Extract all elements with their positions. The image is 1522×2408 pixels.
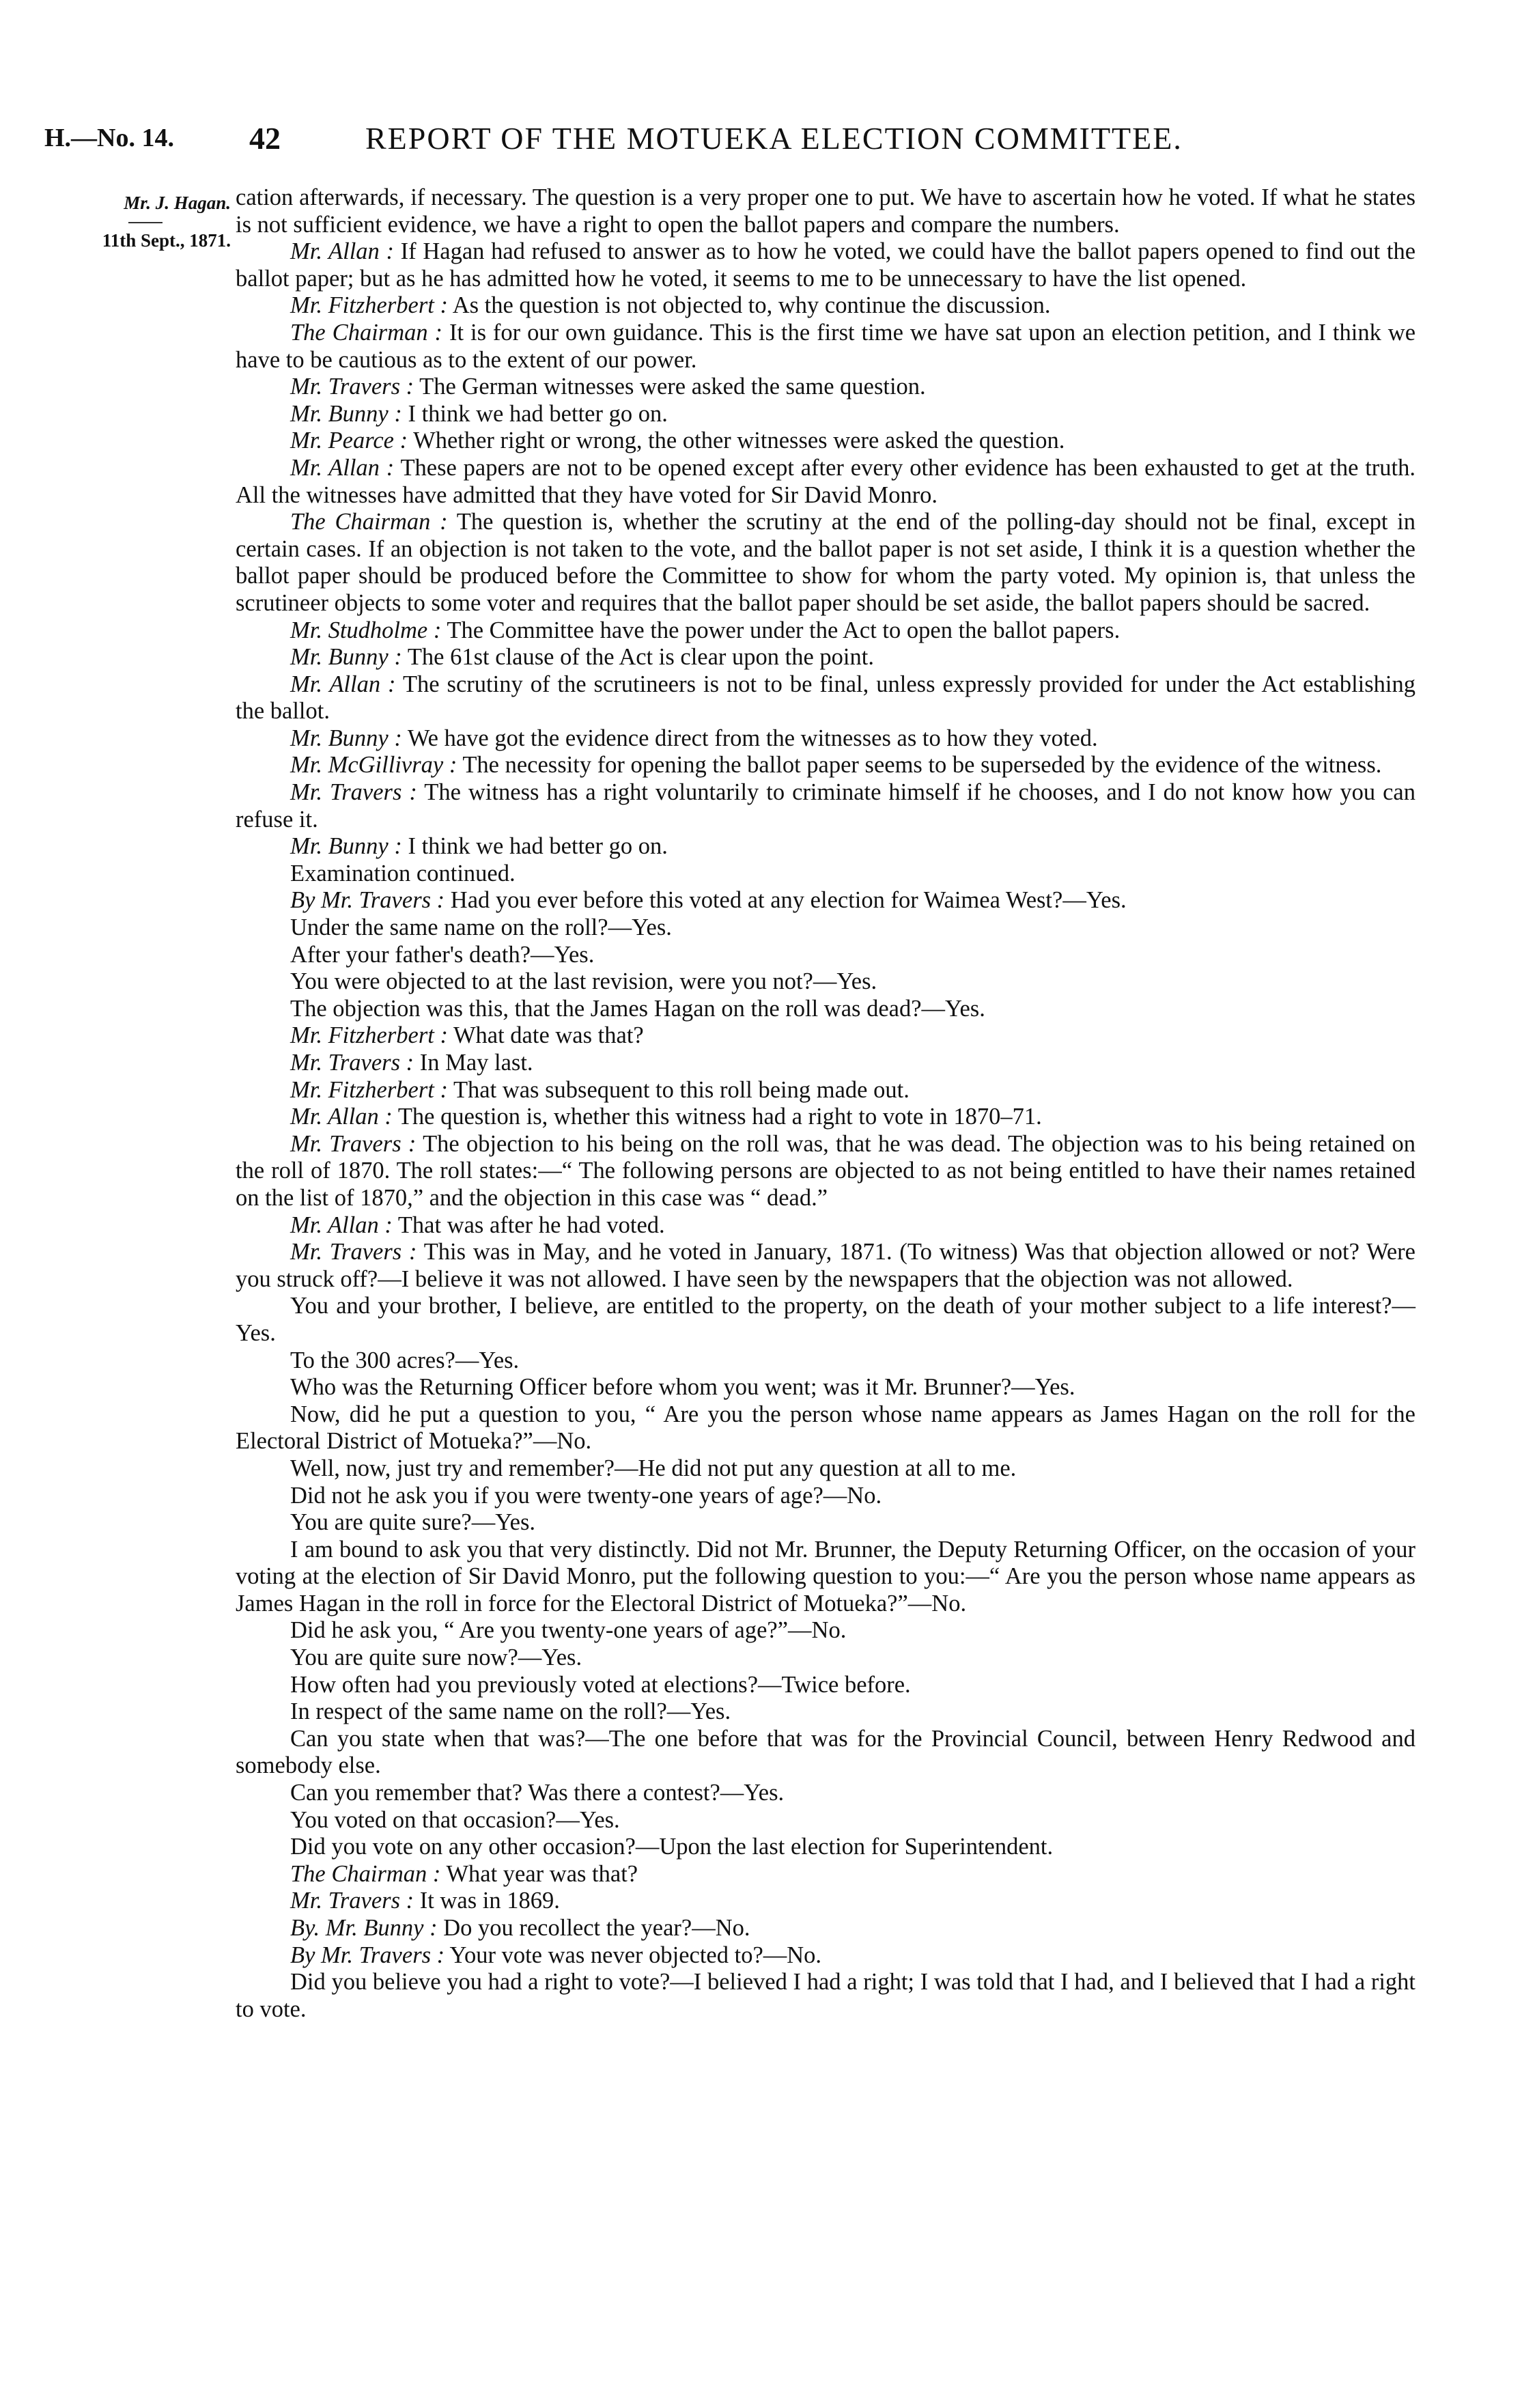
paragraph-text: The Committee have the power under the Act to open the ballot papers. (447, 617, 1121, 643)
speaker-label: Mr. Travers : (290, 374, 414, 400)
transcript-paragraph (236, 292, 1415, 320)
paragraph-text: Did not he ask you if you were twenty-one years of age?—No. (290, 1482, 882, 1509)
paragraph-text: We have got the evidence direct from the witnesses as to how they voted. (407, 725, 1098, 751)
paragraph-text: The necessity for opening the ballot paper seems to be superseded by the evidence of the witness. (462, 752, 1382, 779)
transcript-paragraph (236, 617, 1415, 645)
transcript-paragraph (236, 1726, 1415, 1780)
paragraph-text: You and your brother, I believe, are entitled to the property, on the death of your mother subject to a life interest?—Yes. (236, 1293, 1415, 1346)
transcript-paragraph (236, 1780, 1415, 1807)
paragraph-text: Under the same name on the roll?—Yes. (290, 914, 672, 941)
transcript-paragraph (236, 942, 1415, 969)
evidence-date: 11th Sept., 1871. (102, 230, 231, 251)
transcript-paragraph (236, 428, 1415, 455)
paragraph-text: It is for our own guidance. This is the first time we have sat upon an election petition, and I think we have to be cautious as to the extent of our power. (236, 319, 1416, 373)
speaker-label: By. Mr. Bunny : (290, 1915, 438, 1941)
transcript-paragraph (236, 1131, 1415, 1212)
paragraph-text: In May last. (419, 1050, 533, 1076)
speaker-label: Mr. Bunny : (290, 833, 402, 860)
paragraph-text: The German witnesses were asked the same question. (419, 374, 926, 400)
speaker-label: Mr. Allan : (290, 671, 396, 697)
transcript-paragraph (236, 1374, 1415, 1401)
paragraph-text: As the question is not objected to, why continue the discussion. (452, 292, 1051, 319)
transcript-paragraph (236, 914, 1415, 942)
paragraph-text: How often had you previously voted at elections?—Twice before. (290, 1671, 911, 1698)
speaker-label: Mr. Fitzherbert : (290, 1076, 448, 1103)
transcript-paragraph (236, 833, 1415, 860)
transcript-paragraph (236, 1401, 1415, 1455)
paragraph-text: Did you vote on any other occasion?—Upon the last election for Superintendent. (290, 1834, 1054, 1860)
paragraph-text: Examination continued. (290, 860, 516, 886)
transcript-paragraph (236, 1644, 1415, 1672)
paragraph-text: The witness has a right voluntarily to criminate himself if he chooses, and I do not know how you can refuse it. (236, 779, 1415, 832)
transcript-paragraph (236, 401, 1415, 428)
paragraph-text: To the 300 acres?—Yes. (290, 1347, 520, 1373)
transcript-paragraph (236, 671, 1415, 725)
transcript-paragraph (236, 1077, 1415, 1104)
paragraph-text: I think we had better go on. (408, 400, 668, 427)
transcript-paragraph (236, 996, 1415, 1023)
paragraph-text: The objection was this, that the James Hagan on the roll was dead?—Yes. (290, 995, 985, 1022)
transcript-paragraph (236, 1212, 1415, 1240)
transcript-paragraph (236, 1022, 1415, 1050)
paragraph-text: That was after he had voted. (397, 1212, 665, 1238)
transcript-paragraph (236, 455, 1415, 509)
transcript-paragraph (236, 1537, 1415, 1618)
paragraph-text: You voted on that occasion?—Yes. (290, 1806, 620, 1833)
transcript-paragraph (236, 1455, 1415, 1483)
transcript-paragraph (236, 238, 1415, 292)
transcript-paragraph (236, 644, 1415, 671)
transcript-paragraph (236, 1834, 1415, 1861)
paragraph-text: What date was that? (453, 1022, 644, 1049)
transcript-paragraph (236, 320, 1415, 374)
transcript-paragraph (236, 509, 1415, 617)
transcript-paragraph (236, 184, 1415, 238)
transcript-paragraph (236, 374, 1415, 401)
paragraph-text: cation afterwards, if necessary. The question is a very proper one to put. We have to ascertain how he voted. If what he states is not sufficient evidence, we have a right to open the ballot papers and compare the numbers. (236, 184, 1415, 238)
speaker-label: Mr. Bunny : (290, 400, 402, 427)
speaker-label: Mr. Travers : (290, 1050, 414, 1076)
transcript-paragraph (236, 1888, 1415, 1915)
speaker-label: Mr. Travers : (290, 779, 417, 806)
paragraph-text: The question is, whether the scrutiny at the end of the polling-day should not be final, except in certain cases. If an objection is not taken to the vote, and the ballot paper is not set aside, I think it is a question whether the ballot paper should be produced before the Committee to show for whom the party voted. My opinion is, that unless the scrutineer objects to some voter and requires that the ballot paper should be set aside, the ballot papers should be sacred. (236, 509, 1415, 616)
speaker-label: The Chairman : (290, 1860, 441, 1887)
paragraph-text: This was in May, and he voted in January, 1871. (To witness) Was that objection allowed or not? Were you struck off?—I believe it was not allowed. I have seen by the newspapers that the objection was not allowed. (236, 1239, 1415, 1292)
speaker-label: Mr. Bunny : (290, 725, 402, 751)
paragraph-text: Your vote was never objected to?—No. (449, 1942, 822, 1968)
paragraph-text: I am bound to ask you that very distinctly. Did not Mr. Brunner, the Deputy Returning Officer, on the occasion of your voting at the election of Sir David Monro, put the following question to you:—“ Are you the person whose name appears as James Hagan in the roll in force for the Electoral District of Motueka?”—No. (236, 1536, 1415, 1616)
transcript-paragraph (236, 1509, 1415, 1537)
paragraph-text: Did he ask you, “ Are you twenty-one years of age?”—No. (290, 1617, 847, 1644)
transcript-paragraph (236, 1483, 1415, 1510)
speaker-label: Mr. Bunny : (290, 644, 402, 671)
transcript-paragraph (236, 887, 1415, 914)
paragraph-text: I think we had better go on. (408, 833, 668, 860)
transcript-paragraph (236, 1698, 1415, 1726)
transcript-paragraph (236, 779, 1415, 833)
paragraph-text: Now, did he put a question to you, “ Are you the person whose name appears as James Hagan on the roll for the Electoral District of Motueka?”—No. (236, 1401, 1415, 1455)
paragraph-text: If Hagan had refused to answer as to how he voted, we could have the ballot papers opened to find out the ballot paper; but as he has admitted how he voted, it seems to me to be unnecessary to have the list opened. (236, 238, 1416, 292)
report-title: REPORT OF THE MOTUEKA ELECTION COMMITTEE. (365, 121, 1183, 156)
transcript-paragraph (236, 968, 1415, 996)
speaker-label: Mr. Allan : (290, 454, 395, 481)
transcript-paragraph (236, 1347, 1415, 1375)
page-number: 42 (249, 121, 281, 156)
speaker-label: Mr. Travers : (290, 1239, 417, 1265)
speaker-label: Mr. McGillivray : (290, 752, 457, 779)
speaker-label: Mr. Allan : (290, 238, 394, 265)
speaker-label: Mr. Allan : (290, 1104, 393, 1130)
speaker-label: The Chairman : (290, 509, 448, 535)
paragraph-text: These papers are not to be opened except after every other evidence has been exhausted to get at the truth. All the witnesses have admitted that they have voted for Sir David Monro. (236, 454, 1415, 508)
transcript-paragraph (236, 1050, 1415, 1077)
document-reference: H.—No. 14. (44, 124, 174, 152)
transcript-paragraph (236, 752, 1415, 779)
paragraph-text: Had you ever before this voted at any election for Waimea West?—Yes. (450, 887, 1127, 914)
paragraph-text: Who was the Returning Officer before whom you went; was it Mr. Brunner?—Yes. (290, 1374, 1075, 1401)
speaker-label: Mr. Travers : (290, 1888, 414, 1914)
speaker-label: Mr. Pearce : (290, 428, 408, 454)
witness-name: Mr. J. Hagan. (124, 193, 231, 213)
paragraph-text: In respect of the same name on the roll?—Yes. (290, 1698, 731, 1725)
margin-rule (128, 222, 163, 223)
transcript-paragraph (236, 1969, 1415, 2023)
paragraph-text: Do you recollect the year?—No. (443, 1915, 750, 1941)
transcript-paragraph (236, 1915, 1415, 1942)
paragraph-text: Can you remember that? Was there a contest?—Yes. (290, 1780, 785, 1806)
speaker-label: Mr. Studholme : (290, 617, 442, 643)
margin-note (26, 193, 231, 251)
speaker-label: Mr. Allan : (290, 1212, 393, 1238)
transcript-paragraph (236, 1672, 1415, 1699)
paragraph-text: It was in 1869. (419, 1888, 560, 1914)
transcript-paragraph (236, 1104, 1415, 1131)
paragraph-text: After your father's death?—Yes. (290, 941, 595, 968)
paragraph-text: Did you believe you had a right to vote?—I believed I had a right; I was told that I had, and I believed that I had a right to vote. (236, 1969, 1415, 2022)
transcript-paragraph (236, 1239, 1415, 1293)
transcript-paragraph (236, 860, 1415, 888)
transcript-body (236, 184, 1415, 2023)
paragraph-text: What year was that? (446, 1860, 638, 1887)
transcript-paragraph (236, 1293, 1415, 1347)
paragraph-text: The scrutiny of the scrutineers is not to be final, unless expressly provided for under the Act establishing the ballot. (236, 671, 1416, 725)
paragraph-text: The question is, whether this witness had a right to vote in 1870–71. (397, 1104, 1042, 1130)
transcript-paragraph (236, 1942, 1415, 1970)
paragraph-text: You are quite sure now?—Yes. (290, 1644, 582, 1671)
speaker-label: Mr. Travers : (290, 1130, 417, 1157)
speaker-label: By Mr. Travers : (290, 887, 445, 914)
paragraph-text: Whether right or wrong, the other witnesses were asked the question. (413, 428, 1065, 454)
paragraph-text: The 61st clause of the Act is clear upon the point. (407, 644, 874, 671)
transcript-paragraph (236, 1807, 1415, 1834)
transcript-paragraph (236, 725, 1415, 753)
speaker-label: By Mr. Travers : (290, 1942, 445, 1968)
paragraph-text: Can you state when that was?—The one before that was for the Provincial Council, between Henry Redwood and somebody else. (236, 1725, 1415, 1779)
speaker-label: Mr. Fitzherbert : (290, 292, 448, 319)
transcript-paragraph (236, 1861, 1415, 1888)
transcript-paragraph (236, 1617, 1415, 1644)
speaker-label: Mr. Fitzherbert : (290, 1022, 448, 1049)
page-header (44, 120, 1424, 164)
paragraph-text: That was subsequent to this roll being made out. (453, 1076, 910, 1103)
paragraph-text: You were objected to at the last revision, were you not?—Yes. (290, 968, 877, 995)
paragraph-text: Well, now, just try and remember?—He did not put any question at all to me. (290, 1455, 1017, 1481)
paragraph-text: You are quite sure?—Yes. (290, 1509, 536, 1536)
speaker-label: The Chairman : (290, 319, 443, 346)
paragraph-text: The objection to his being on the roll was, that he was dead. The objection was to his being retained on the roll of 1870. The roll states:—“ The following persons are objected to as not being entitled to have their names retained on the list of 1870,” and the objection in this case was “ dead.” (236, 1130, 1415, 1211)
